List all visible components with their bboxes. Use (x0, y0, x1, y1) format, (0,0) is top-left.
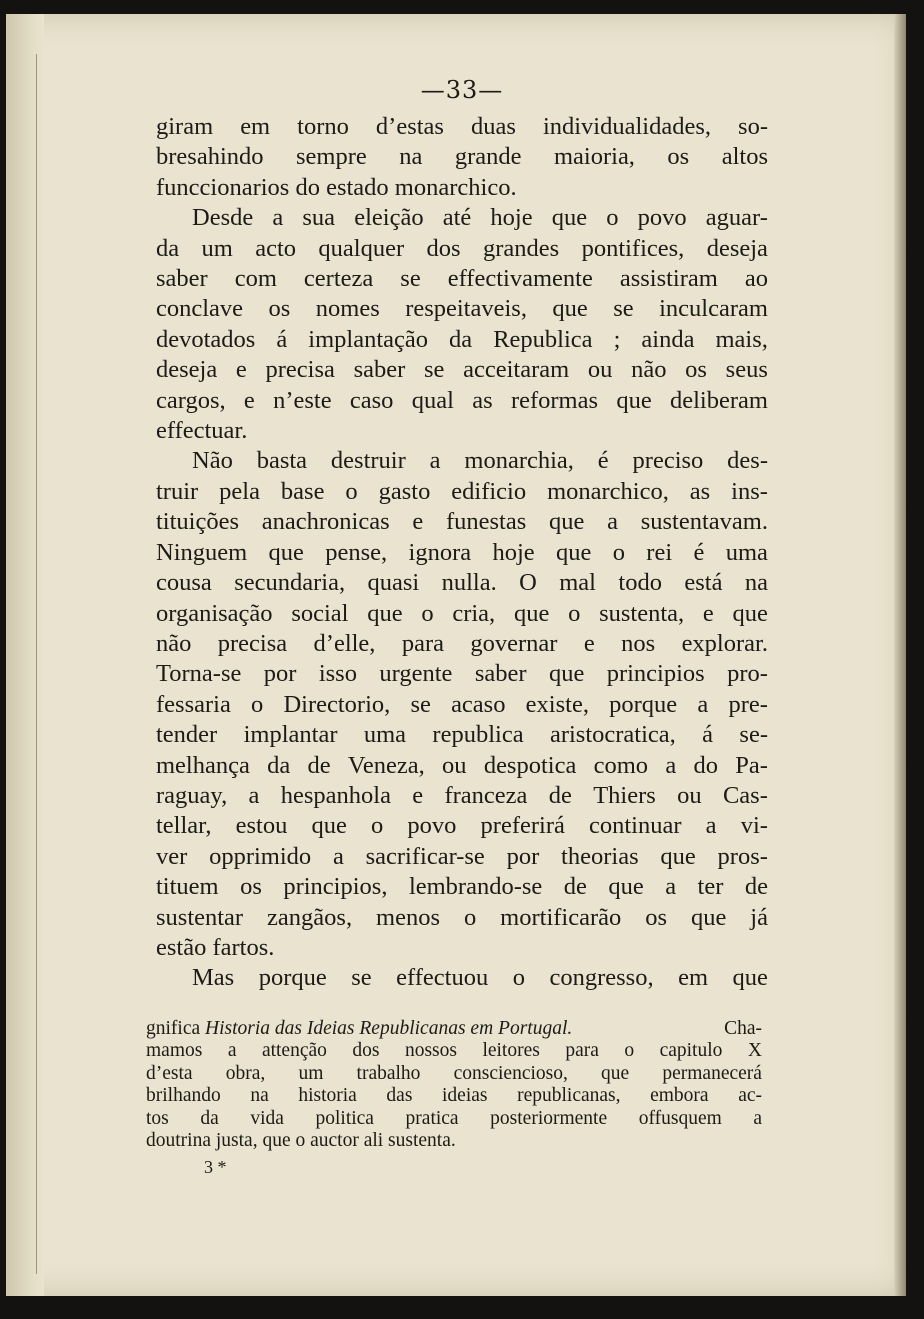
page-edge-shadow (894, 14, 906, 1296)
footnote-line: doutrina justa, que o auctor ali sustenta. (146, 1130, 456, 1152)
footnote-suffix: Cha- (724, 1018, 762, 1039)
text-line: giram em torno d’estas duas individualidades, so- (156, 113, 768, 140)
page-number: —33— (420, 76, 504, 104)
footnote (146, 1018, 762, 1179)
footnote-line: tos da vida politica pratica posteriormente offusquem a (146, 1107, 762, 1129)
text-line: da um acto qualquer dos grandes pontifices, deseja (156, 234, 768, 262)
text-line: devotados á implantação da Republica ; ainda mais, (156, 325, 768, 353)
text-line: conclave os nomes respeitaveis, que se inculcaram (156, 295, 768, 323)
footnote-line: d’esta obra, um trabalho consciencioso, que permanecerá (146, 1062, 762, 1084)
signature-mark: 3 * (204, 1157, 227, 1178)
text-line: organisação social que o cria, que o sustenta, e que (156, 599, 768, 627)
text-line: não precisa d’elle, para governar e nos explorar. (156, 629, 768, 657)
text-line: truir pela base o gasto edificio monarchico, as ins- (156, 477, 768, 505)
text-line: Não basta destruir a monarchia, é preciso des- (192, 447, 768, 475)
page-gutter (6, 14, 44, 1296)
text-line: melhança da de Veneza, ou despotica como a do Pa- (156, 751, 768, 779)
text-line: fessaria o Directorio, se acaso existe, porque a pre- (156, 690, 768, 718)
text-line: effectuar. (156, 417, 248, 445)
footnote-prefix: gnifica (146, 1018, 206, 1039)
gutter-fold-line (36, 54, 37, 1274)
footnote-line (146, 1018, 762, 1040)
text-line: tituições anachronicas e funestas que a sustentavam. (156, 508, 768, 536)
text-line: ver opprimido a sacrificar-se por theorias que pros- (156, 842, 768, 870)
text-line: bresahindo sempre na grande maioria, os altos (156, 143, 768, 171)
text-line: Mas porque se effectuou o congresso, em que (192, 964, 768, 992)
text-line: cousa secundaria, quasi nulla. O mal todo está na (156, 569, 768, 597)
footnote-line: mamos a attenção dos nossos leitores para o capitulo X (146, 1040, 762, 1062)
text-line: deseja e precisa saber se acceitaram ou não os seus (156, 356, 768, 384)
footnote-book-title: Historia das Ideias Republicanas em Portugal. (205, 1018, 573, 1039)
text-line: estão fartos. (156, 933, 275, 961)
main-text (156, 112, 768, 994)
text-line: sustentar zangãos, menos o mortificarão os que já (156, 903, 768, 931)
text-line: cargos, e n’este caso qual as reformas que deliberam (156, 386, 768, 414)
text-line: saber com certeza se effectivamente assistiram ao (156, 265, 768, 293)
text-line: tituem os principios, lembrando-se de que a ter de (156, 873, 768, 901)
text-line: Desde a sua eleição até hoje que o povo aguar- (192, 204, 768, 232)
text-line: tender implantar uma republica aristocratica, á se- (156, 721, 768, 749)
text-line: funccionarios do estado monarchico. (156, 173, 517, 201)
text-line: tellar, estou que o povo preferirá continuar a vi- (156, 812, 768, 840)
text-line: Torna-se por isso urgente saber que principios pro- (156, 660, 768, 688)
text-line: Ninguem que pense, ignora hoje que o rei é uma (156, 538, 768, 566)
text-line: raguay, a hespanhola e franceza de Thiers ou Cas- (156, 781, 768, 809)
footnote-line: brilhando na historia das ideias republicanas, embora ac- (146, 1085, 762, 1107)
